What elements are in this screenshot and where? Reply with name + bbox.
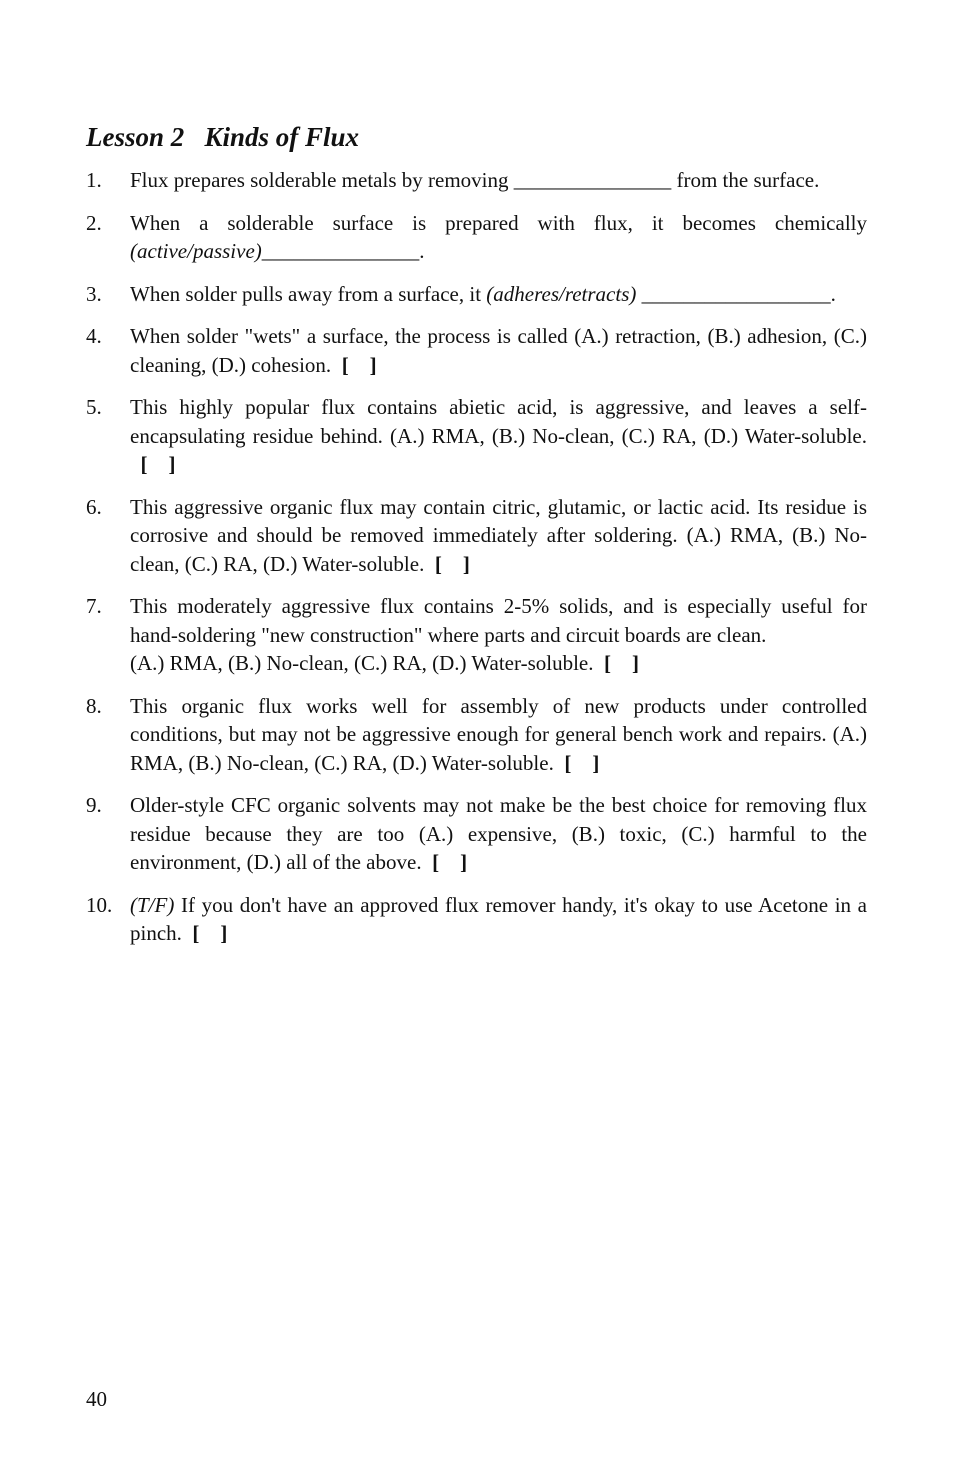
question-text: This organic flux works well for assembly of new products under controlled conditions, but may not be aggressive enough for general bench work and repairs. (A.) RMA, (B.) No-clean, (C.) RA, (D.) Water-soluble. [ ]	[130, 693, 867, 775]
answer-bracket: [ ]	[564, 750, 600, 775]
question-number: 7.	[86, 594, 102, 618]
options-line: (A.) RMA, (B.) No-clean, (C.) RA, (D.) Water-soluble. [ ]	[130, 651, 639, 675]
question-6	[86, 493, 867, 579]
question-3	[86, 280, 867, 309]
answer-bracket: [ ]	[192, 921, 228, 945]
question-number: 9.	[86, 793, 102, 817]
question-text: (T/F) If you don't have an approved flux remover handy, it's okay to use Acetone in a pinch. [ ]	[130, 892, 867, 945]
answer-bracket: [ ]	[341, 352, 377, 377]
question-text: When a solderable surface is prepared with flux, it becomes chemically (active/passive)_______________.	[130, 210, 867, 263]
question-text: Flux prepares solderable metals by removing _______________ from the surface.	[130, 168, 820, 192]
question-text: Older-style CFC organic solvents may not make be the best choice for removing flux residue because they are too (A.) expensive, (B.) toxic, (C.) harmful to the environment, (D.) all of the above. [ ]	[130, 793, 867, 874]
answer-blank: __________________	[641, 281, 831, 306]
question-4	[86, 322, 867, 379]
choice-hint: (adheres/retracts)	[486, 281, 637, 306]
question-number: 2.	[86, 210, 102, 235]
question-number: 6.	[86, 494, 102, 519]
question-number: 5.	[86, 395, 102, 419]
answer-bracket: [ ]	[432, 850, 468, 874]
question-text: When solder "wets" a surface, the process is called (A.) retraction, (B.) adhesion, (C.) cleaning, (D.) cohesion. [ ]	[130, 324, 867, 377]
question-8	[86, 692, 867, 778]
question-5	[86, 393, 867, 479]
choice-hint: (active/passive)	[130, 239, 262, 263]
answer-bracket: [ ]	[140, 452, 176, 476]
question-text: This moderately aggressive flux contains 2-5% solids, and is especially useful for hand-soldering "new construction" where parts and circuit boards are clean. (A.) RMA, (B.) No-clean, (C.) RA, (D.) Water-soluble. [ ]	[130, 592, 867, 678]
question-number: 10.	[86, 892, 113, 917]
answer-blank: _______________	[513, 168, 672, 192]
question-1	[86, 166, 867, 195]
worksheet-page	[86, 118, 867, 962]
question-2	[86, 209, 867, 266]
true-false-hint: (T/F)	[130, 892, 175, 917]
answer-bracket: [ ]	[603, 651, 639, 675]
question-7	[86, 592, 867, 678]
question-number: 3.	[86, 281, 102, 306]
question-text: When solder pulls away from a surface, it (adheres/retracts) __________________.	[130, 281, 836, 306]
question-9	[86, 791, 867, 877]
lesson-title: Lesson 2 Kinds of Flux	[86, 122, 360, 152]
question-list	[86, 166, 867, 948]
question-text: This highly popular flux contains abietic acid, is aggressive, and leaves a self-encapsulating residue behind. (A.) RMA, (B.) No-clean, (C.) RA, (D.) Water-soluble. [ ]	[130, 395, 867, 476]
answer-blank: _______________	[261, 239, 420, 263]
answer-bracket: [ ]	[434, 551, 470, 576]
question-number: 8.	[86, 693, 102, 718]
question-number: 4.	[86, 324, 102, 348]
page-number: 40	[86, 1387, 107, 1411]
question-number: 1.	[86, 168, 102, 192]
question-text: This aggressive organic flux may contain citric, glutamic, or lactic acid. Its residue is corrosive and should be removed immediately after soldering. (A.) RMA, (B.) No-clean, (C.) RA, (D.) Water-soluble. [ ]	[130, 494, 867, 576]
question-10	[86, 891, 867, 948]
